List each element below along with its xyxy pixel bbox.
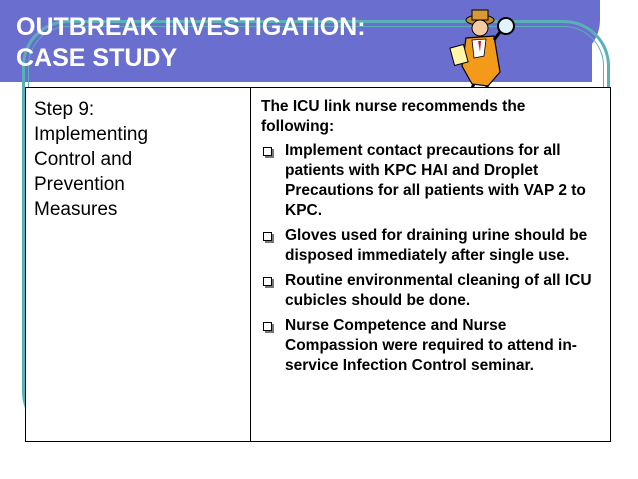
recommendations-list	[261, 141, 600, 376]
list-item-text: Nurse Competence and Nurse Compassion were required to attend in-service Infection Control seminar.	[285, 317, 577, 374]
step-line: Control and	[34, 149, 133, 170]
step-line: Measures	[34, 199, 118, 220]
step-cell	[26, 88, 251, 442]
step-label	[34, 97, 242, 222]
recommendations-intro: The ICU link nurse recommends the following:	[261, 98, 526, 135]
detective-with-magnifier-icon	[442, 6, 522, 92]
square-bullet-icon	[263, 322, 272, 331]
list-item	[261, 141, 600, 221]
recommendations-cell	[251, 88, 611, 442]
list-item-text: Implement contact precautions for all patients with KPC HAI and Droplet Precautions for all patients with VAP 2 to KPC.	[285, 142, 586, 219]
list-item-text: Gloves used for draining urine should be disposed immediately after single use.	[285, 227, 588, 264]
slide-title	[16, 12, 366, 74]
list-item	[261, 271, 600, 311]
step-line: Prevention	[34, 174, 125, 195]
list-item	[261, 316, 600, 376]
list-item-text: Routine environmental cleaning of all ICU cubicles should be done.	[285, 272, 592, 309]
list-item	[261, 226, 600, 266]
square-bullet-icon	[263, 147, 272, 156]
step-line: Implementing	[34, 124, 149, 145]
slide-title-line-1: OUTBREAK INVESTIGATION:	[16, 13, 366, 41]
step-line: Step 9:	[34, 99, 95, 120]
case-study-table	[25, 87, 611, 442]
square-bullet-icon	[263, 277, 272, 286]
slide-title-line-2: CASE STUDY	[16, 44, 178, 72]
square-bullet-icon	[263, 232, 272, 241]
